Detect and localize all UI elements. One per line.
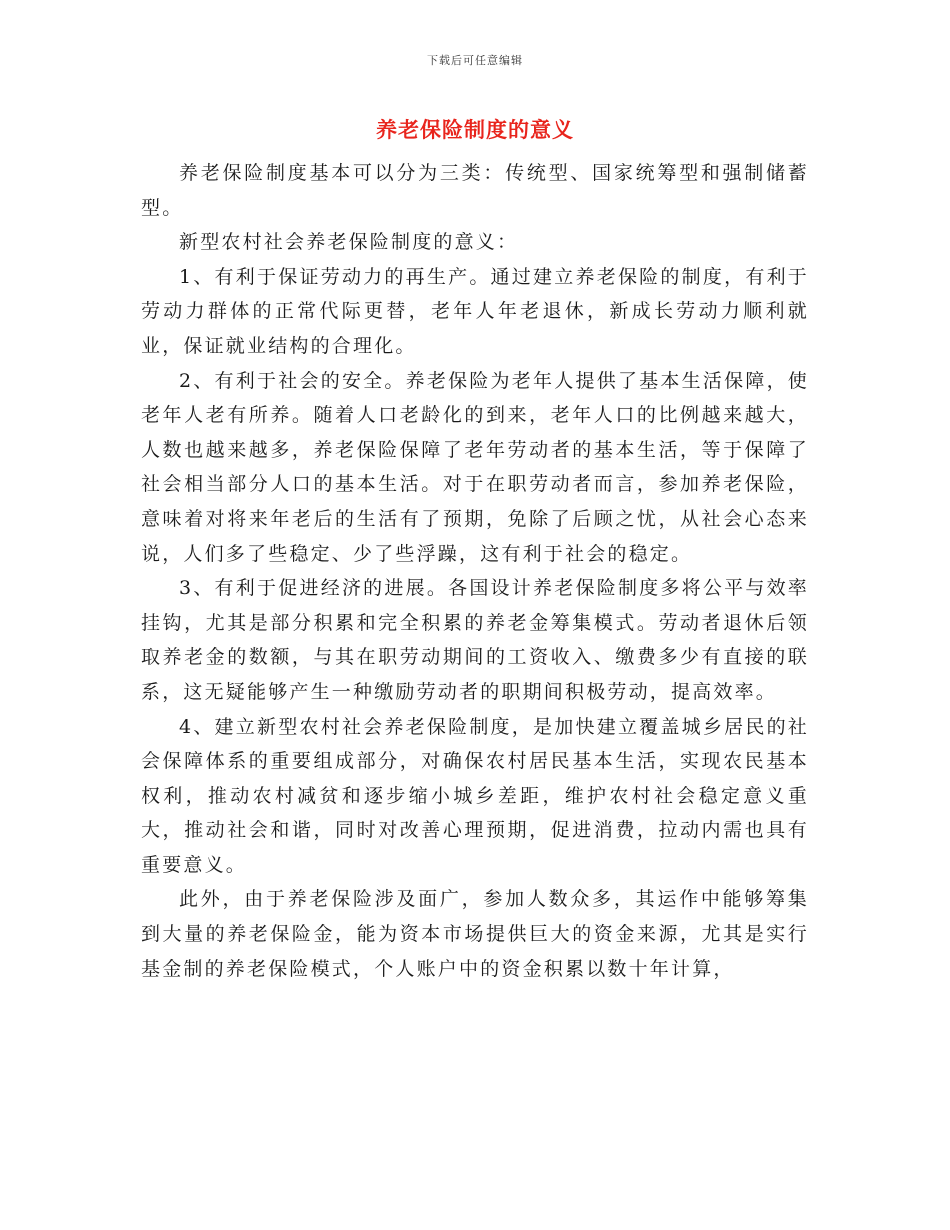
document-body bbox=[141, 156, 809, 986]
document-title: 养老保险制度的意义 bbox=[376, 117, 574, 142]
paragraph: 此外，由于养老保险涉及面广，参加人数众多，其运作中能够筹集到大量的养老保险金，能为资本市场提供巨大的资金来源，尤其是实行基金制的养老保险模式，个人账户中的资金积累以数十年计算， bbox=[141, 888, 809, 980]
paragraph: 1、有利于保证劳动力的再生产。通过建立养老保险的制度，有利于劳动力群体的正常代际更替，老年人年老退休，新成长劳动力顺利就业，保证就业结构的合理化。 bbox=[141, 265, 809, 357]
paragraph: 3、有利于促进经济的进展。各国设计养老保险制度多将公平与效率挂钩，尤其是部分积累和完全积累的养老金筹集模式。劳动者退休后领取养老金的数额，与其在职劳动期间的工资收入、缴费多少有直接的联系，这无疑能够产生一种缴励劳动者的职期间积极劳动，提高效率。 bbox=[141, 577, 809, 703]
paragraph: 新型农村社会养老保险制度的意义： bbox=[179, 231, 519, 254]
paragraph: 2、有利于社会的安全。养老保险为老年人提供了基本生活保障，使老年人老有所养。随着人口老龄化的到来，老年人口的比例越来越大，人数也越来越多，养老保险保障了老年劳动者的基本生活，等于保障了社会相当部分人口的基本生活。对于在职劳动者而言，参加养老保险，意味着对将来年老后的生活有了预期，免除了后顾之忧，从社会心态来说，人们多了些稳定、少了些浮躁，这有利于社会的稳定。 bbox=[141, 369, 809, 565]
paragraph: 4、建立新型农村社会养老保险制度，是加快建立覆盖城乡居民的社会保障体系的重要组成部分，对确保农村居民基本生活，实现农民基本权利，推动农村减贫和逐步缩小城乡差距，维护农村社会稳定意义重大，推动社会和谐，同时对改善心理预期，促进消费，拉动内需也具有重要意义。 bbox=[141, 715, 809, 876]
header-note: 下载后可任意编辑 bbox=[427, 54, 523, 67]
paragraph: 养老保险制度基本可以分为三类：传统型、国家统筹型和强制储蓄型。 bbox=[141, 162, 809, 219]
